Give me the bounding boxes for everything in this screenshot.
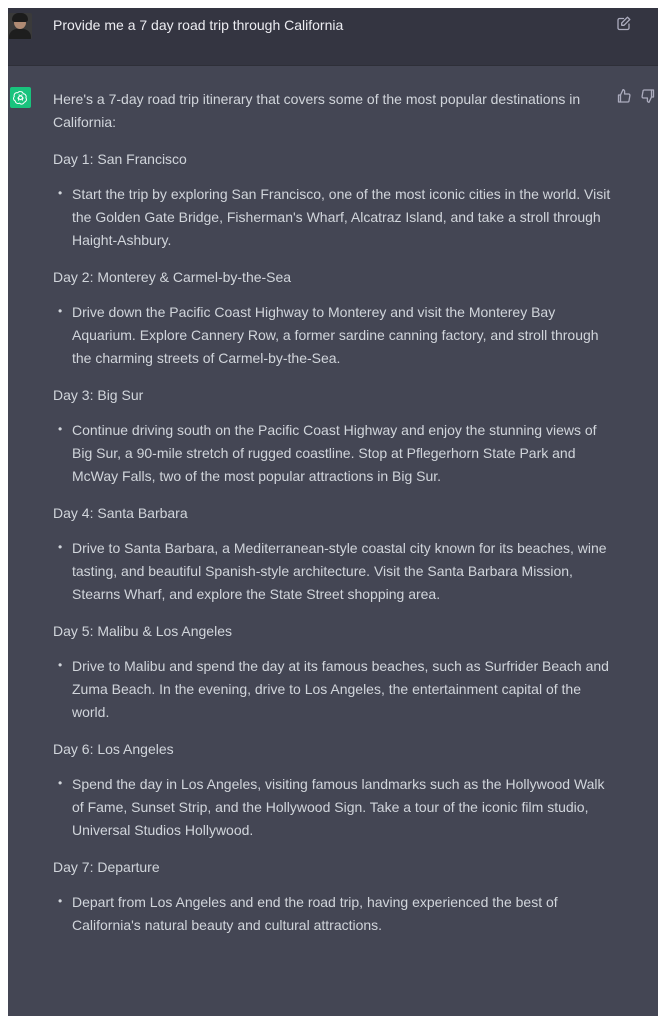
user-message-row [8,8,658,66]
chat-frame [8,8,658,1016]
day-detail: • Depart from Los Angeles and end the road trip, having experienced the best of California's natural beauty and cultural attractions. [53,891,613,937]
day-detail: • Drive to Malibu and spend the day at its famous beaches, such as Surfrider Beach and Zuma Beach. In the evening, drive to Los Angeles, the entertainment capital of the world. [53,655,613,724]
day-detail: • Spend the day in Los Angeles, visiting famous landmarks such as the Hollywood Walk of Fame, Sunset Strip, and the Hollywood Sign. Take a tour of the iconic film studio, Universal Studios Hollywood. [53,773,613,842]
assistant-avatar [10,87,31,108]
day-title: Day 3: Big Sur [53,387,144,403]
thumbs-down-icon[interactable] [640,88,656,104]
day-title: Day 5: Malibu & Los Angeles [53,623,232,639]
day-detail: • Drive to Santa Barbara, a Mediterranean-style coastal city known for its beaches, wine tasting, and beautiful Spanish-style architecture. Visit the Santa Barbara Mission, Stearns Wharf, and explore the State Street shopping area. [53,537,613,606]
user-prompt: Provide me a 7 day road trip through California [53,17,344,33]
thumbs-up-icon[interactable] [616,88,632,104]
day-detail: • Start the trip by exploring San Francisco, one of the most iconic cities in the world. Visit the Golden Gate Bridge, Fisherman's Wharf, Alcatraz Island, and take a stroll through Haight-Ashbury. [53,183,613,252]
edit-icon[interactable] [616,15,632,31]
day-title: Day 6: Los Angeles [53,741,174,757]
day-detail: • Drive down the Pacific Coast Highway to Monterey and visit the Monterey Bay Aquarium. Explore Cannery Row, a former sardine canning factory, and stroll through the charming streets of Carmel-by-the-Sea. [53,301,613,370]
user-avatar [8,13,32,39]
day-title: Day 2: Monterey & Carmel-by-the-Sea [53,269,292,285]
day-title: Day 1: San Francisco [53,151,187,167]
day-title: Day 4: Santa Barbara [53,505,188,521]
day-title: Day 7: Departure [53,859,160,875]
assistant-answer [53,88,613,951]
openai-logo-icon [13,90,28,105]
day-detail: • Continue driving south on the Pacific Coast Highway and enjoy the stunning views of Big Sur, a 90-mile stretch of rugged coastline. Stop at Pflegerhorn State Park and McWay Falls, two of the most popular attractions in Big Sur. [53,419,613,488]
answer-intro: Here's a 7-day road trip itinerary that covers some of the most popular destinations in California: [53,91,581,130]
